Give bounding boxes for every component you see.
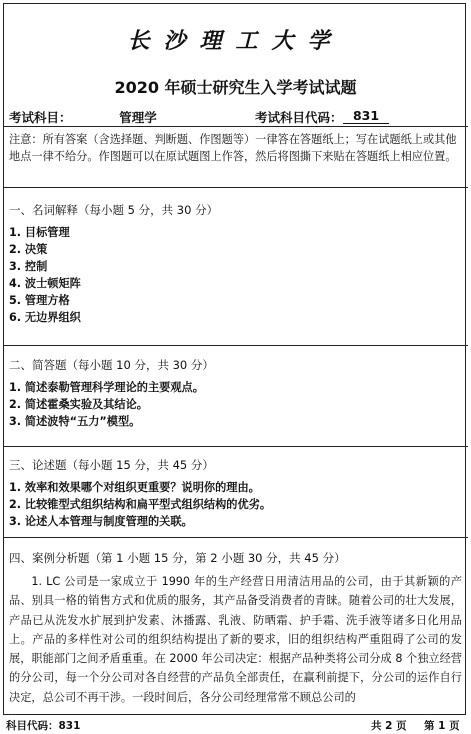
divider — [3, 446, 468, 447]
question-item: 1. 简述泰勒管理科学理论的主要观点。 — [9, 381, 204, 394]
exam-title: 2020 年硕士研究生入学考试试题 — [114, 78, 357, 97]
divider — [3, 126, 468, 127]
section-heading: 一、名词解释（每小题 5 分，共 30 分） — [9, 203, 219, 217]
question-item: 2. 简述霍桑实验及其结论。 — [9, 398, 148, 411]
subject-code-label: 考试科目代码： — [255, 110, 343, 125]
question-item: 2. 比较锥型式组织结构和扁平型式组织结构的优劣。 — [9, 498, 272, 511]
question-item: 3. 控制 — [9, 260, 48, 273]
question-item: 6. 无边界组织 — [9, 311, 81, 324]
question-item: 4. 波士顿矩阵 — [9, 277, 81, 290]
footer-subject-code: 科目代码：831 — [6, 720, 81, 732]
question-item: 1. 效率和效果哪个对组织更重要？说明你的理由。 — [9, 481, 260, 494]
notice-text: 注意：所有答案（含选择题、判断题、作图题等）一律答在答题纸上；写在试题纸上或其他地点一律不给分。作图题可以在原试题图上作答，然后将图撕下来贴在答题纸上相应位置。 — [9, 133, 457, 163]
section-essay — [9, 457, 462, 530]
subject-name-value: 管理学 — [83, 108, 193, 127]
subject-name-label: 考试科目： — [9, 110, 72, 125]
question-item: 3. 论述人本管理与制度管理的关联。 — [9, 515, 193, 528]
divider — [3, 345, 468, 346]
section-heading: 三、论述题（每小题 15 分，共 45 分） — [9, 458, 214, 472]
divider — [3, 537, 468, 538]
question-item: 1. 目标管理 — [9, 226, 70, 239]
footer-page-number: 第 1 页 — [424, 720, 460, 732]
section-short-answer — [9, 357, 462, 430]
section-heading: 四、案例分析题（第 1 小题 15 分，第 2 小题 30 分，共 45 分） — [9, 551, 346, 565]
question-item: 3. 简述波特“五力”模型。 — [9, 415, 141, 428]
case-paragraph: 1. LC 公司是一家成立于 1990 年的生产经营日用清洁用品的公司，由于其新颖的产品、别具一格的销售方式和优质的服务，其产品备受消费者的青睐。随着公司的壮大发展，产品已从洗发水扩展到护发素、沐播露、乳液、防晒霜、护手霜、洗手液等诸多日化用品上。产品的多样性对公司的组织结构提出了新的要求，旧的组织结构严重阻碍了公司的发展，职能部门之间矛盾重重。在 2000 年公司决定：根据产品种类将公司分成 8 个独立经营的分公司，每一个分公司对各自经营的产品负全部责任，在赢利前提下，分公司的运作自行决定，总公司不再干涉。一段时间后，各分公司经理常常不顾总公司的 — [9, 575, 462, 704]
footer-total-pages: 共 2 页 — [371, 720, 407, 732]
question-item: 2. 决策 — [9, 243, 48, 256]
section-case-analysis — [9, 550, 462, 572]
section-heading: 二、简答题（每小题 10 分，共 30 分） — [9, 358, 214, 372]
question-item: 5. 管理方格 — [9, 294, 70, 307]
subject-code-value: 831 — [343, 108, 389, 124]
section-definitions — [9, 202, 462, 326]
divider — [3, 187, 468, 188]
university-name: 长沙理工大学 — [127, 28, 344, 54]
